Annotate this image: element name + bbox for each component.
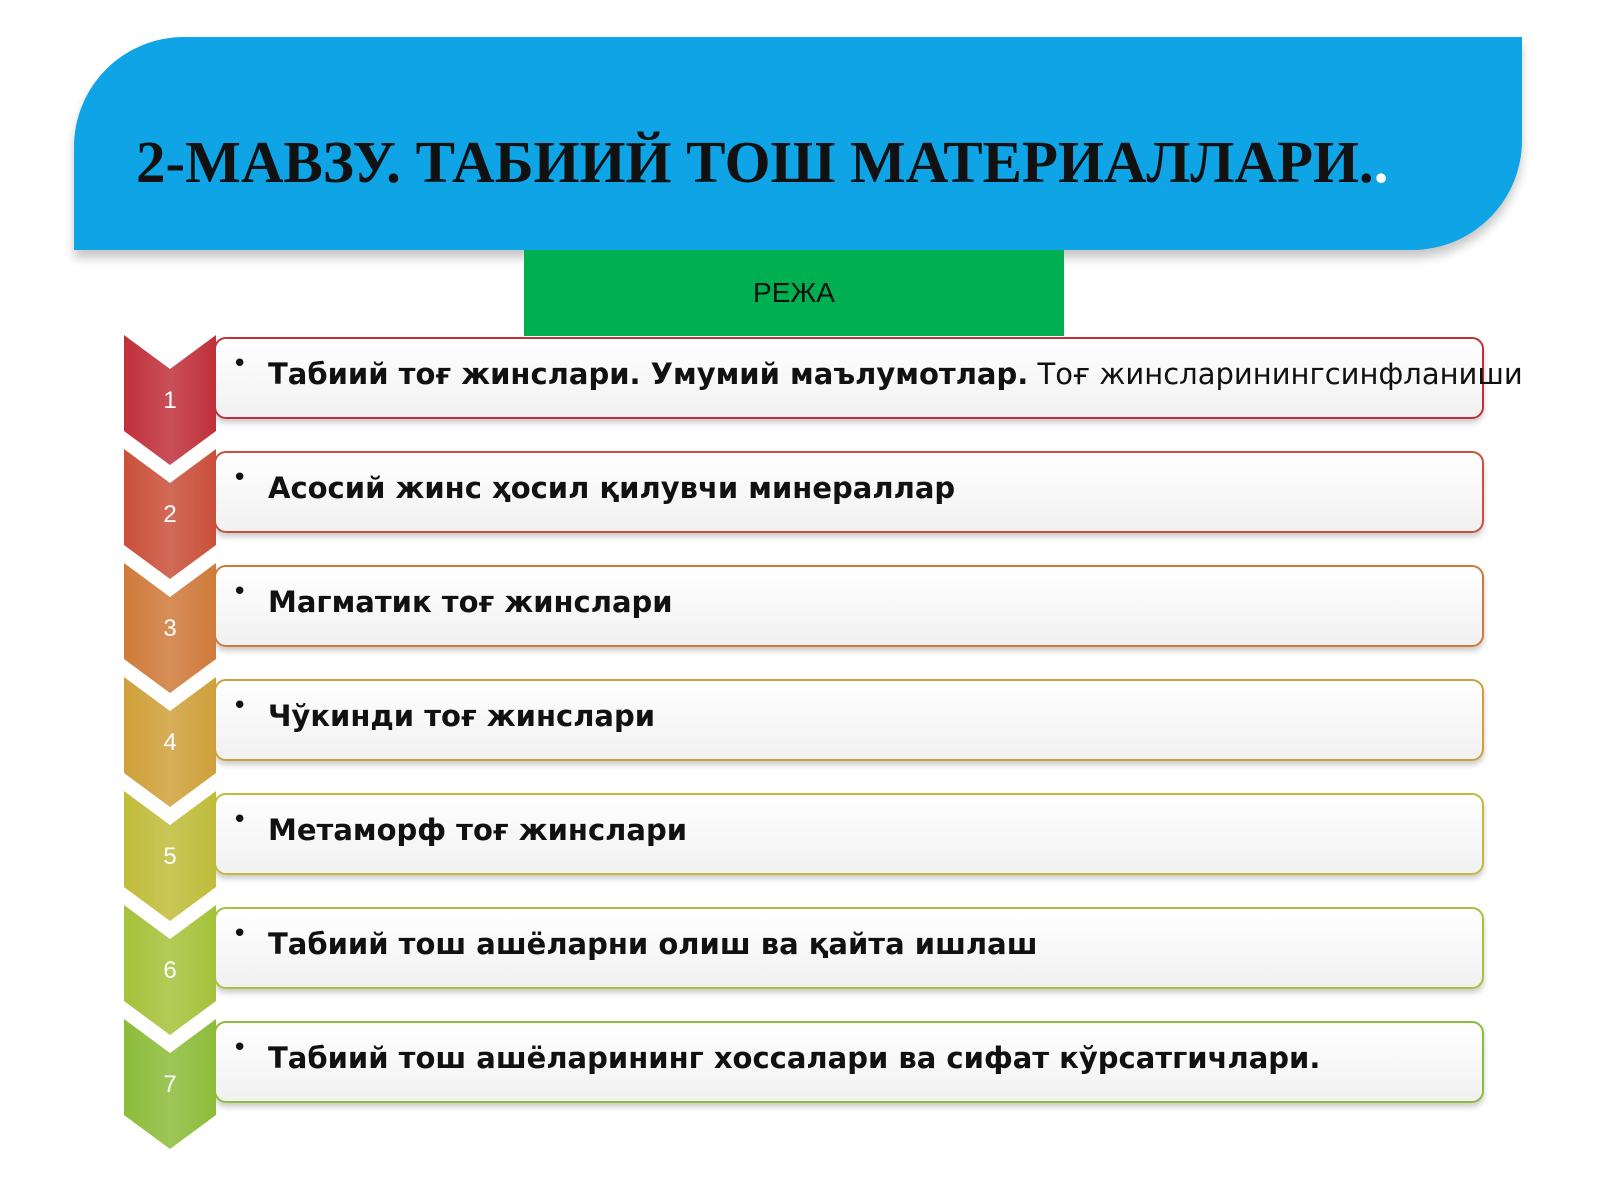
plan-item: [124, 793, 1488, 907]
plan-item-card: [214, 793, 1484, 875]
bullet-icon: •: [232, 577, 248, 607]
plan-item-text: [268, 587, 673, 619]
plan-item-number: 2: [163, 501, 177, 528]
plan-item-card: [214, 565, 1484, 647]
plan-item-number: 6: [163, 957, 177, 984]
plan-item-text: [268, 1043, 1320, 1075]
plan-item-bold-text: Асосий жинс ҳосил қилувчи минераллар: [268, 471, 956, 505]
plan-item-card: [214, 679, 1484, 761]
plan-label: РЕЖА: [753, 277, 835, 308]
slide-title: [74, 129, 1522, 195]
title-banner: [74, 37, 1522, 250]
bullet-icon: •: [232, 349, 248, 379]
plan-item-bold-text: Метаморф тоғ жинслари: [268, 813, 688, 847]
plan-item-text: [268, 815, 687, 847]
plan-item: [124, 679, 1488, 793]
plan-item-card: [214, 907, 1484, 989]
plan-item-card: [214, 337, 1523, 419]
plan-item-bold-text: Табиий тоғ жинслари. Умумий маълумотлар.: [268, 357, 1029, 391]
plan-item-bold-text: Магматик тоғ жинслари: [268, 585, 673, 619]
plan-item-text: [268, 359, 1523, 391]
bullet-icon: •: [232, 463, 248, 493]
plan-item-number: 5: [163, 843, 177, 870]
plan-item-text: [268, 929, 1038, 961]
bullet-icon: •: [232, 1033, 248, 1063]
plan-item-bold-text: Табиий тош ашёларининг хоссалари ва сифат кўрсатгичлари.: [268, 1041, 1321, 1075]
plan-item-number: 4: [163, 729, 177, 756]
plan-item-bold-text: Табиий тош ашёларни олиш ва қайта ишлаш: [268, 927, 1038, 961]
plan-item: [124, 907, 1488, 1021]
plan-item-text: [268, 473, 955, 505]
bullet-icon: •: [232, 691, 248, 721]
plan-item-card: [214, 451, 1484, 533]
plan-item-bold-text: Чўкинди тоғ жинслари: [268, 699, 656, 733]
plan-item: [124, 1021, 1488, 1135]
plan-item-number: 1: [163, 387, 177, 414]
plan-item: [124, 451, 1488, 565]
bullet-icon: •: [232, 805, 248, 835]
slide-title-text: 2-МАВЗУ. ТАБИИЙ ТОШ МАТЕРИАЛЛАРИ.: [136, 129, 1374, 195]
plan-item-card: [214, 1021, 1484, 1103]
plan-item: [124, 337, 1523, 451]
plan-item-number: 3: [163, 615, 177, 642]
plan-item-number: 7: [163, 1071, 177, 1098]
plan-item-regular-text: Тоғ жинсларинингсинфланиши: [1028, 357, 1523, 391]
plan-label-box: [524, 250, 1064, 336]
plan-item: [124, 565, 1488, 679]
slide-title-dot: .: [1373, 129, 1389, 195]
bullet-icon: •: [232, 919, 248, 949]
plan-item-text: [268, 701, 655, 733]
